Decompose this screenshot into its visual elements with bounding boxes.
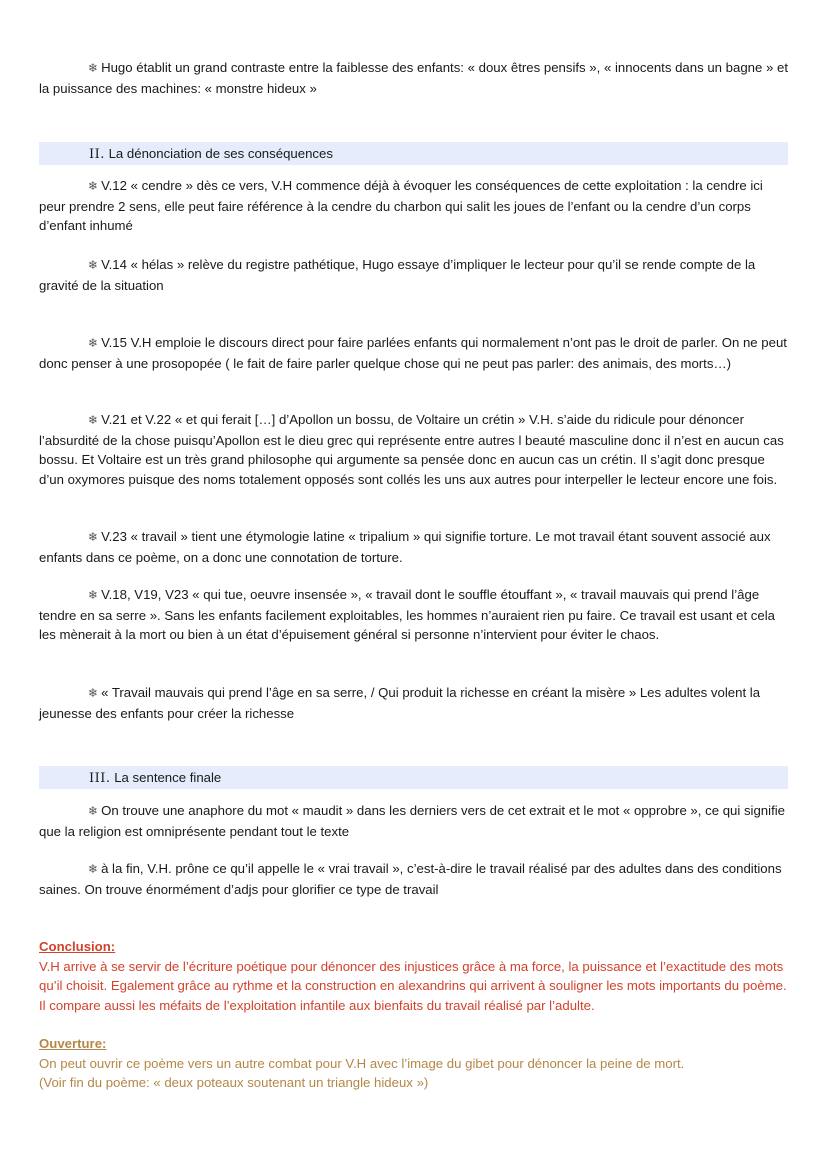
conclusion-title: Conclusion: xyxy=(39,939,116,954)
snowflake-bullet-icon: ❄ xyxy=(88,686,99,700)
paragraph-v15 xyxy=(39,333,789,373)
conclusion-block xyxy=(39,937,791,1015)
snowflake-bullet-icon: ❄ xyxy=(88,258,99,272)
section-title-text: La dénonciation de ses conséquences xyxy=(108,146,333,161)
paragraph-v21-v22 xyxy=(39,410,789,489)
paragraph-travail-mauvais xyxy=(39,683,789,723)
snowflake-bullet-icon: ❄ xyxy=(88,530,99,544)
snowflake-bullet-icon: ❄ xyxy=(88,179,99,193)
section-title xyxy=(89,145,333,164)
paragraph-v18-v19-v23 xyxy=(39,585,789,645)
ouverture-block xyxy=(39,1034,791,1093)
paragraph-text: V.15 V.H emploie le discours direct pour faire parlées enfants qui normalement n’ont pas le droit de parler. On ne peut donc penser à une prosopopée ( le fait de faire parler quelque chose qui ne peut pas parler: des animais, des morts…) xyxy=(39,335,787,371)
section-number: III. xyxy=(89,771,111,786)
paragraph-anaphore xyxy=(39,801,789,841)
section-number: II. xyxy=(89,147,105,162)
snowflake-bullet-icon: ❄ xyxy=(88,413,99,427)
paragraph-text: V.18, V19, V23 « qui tue, oeuvre insensée », « travail dont le souffle étouffant », « travail mauvais qui prend l’âge tendre en sa serre ». Sans les enfants facilement exploitables, les hommes n’auraient rien pu faire. Ce travail est usant et cela les mènerait à la mort ou bien à un état d’épuisement général si personne n’intervient pour éviter le chaos. xyxy=(39,587,775,643)
snowflake-bullet-icon: ❄ xyxy=(88,588,99,602)
snowflake-bullet-icon: ❄ xyxy=(88,61,99,75)
conclusion-text: V.H arrive à se servir de l’écriture poétique pour dénoncer des injustices grâce à ma force, la puissance et l’exactitude des mots qu’il choisit. Egalement grâce au rythme et la construction en alexandrins qui arrivent à souligner les mots importants du poème. Il compare aussi les méfaits de l’exploitation infantile aux bienfaits du travail réalisé par l’adulte. xyxy=(39,958,787,1013)
paragraph-text: V.12 « cendre » dès ce vers, V.H commence déjà à évoquer les conséquences de cette exploitation : la cendre ici peur prendre 2 sens, elle peut faire référence à la cendre du charbon qui salit les joues de l’enfant ou la cendre d’un corps d’enfant inhumé xyxy=(39,178,763,234)
ouverture-title: Ouverture: xyxy=(39,1036,107,1051)
paragraph-text: à la fin, V.H. prône ce qu’il appelle le « vrai travail », c’est-à-dire le travail réalisé par des adultes dans des conditions saines. On trouve énormément d’adjs pour glorifier ce type de travail xyxy=(39,861,782,897)
snowflake-bullet-icon: ❄ xyxy=(88,804,99,818)
paragraph-v14 xyxy=(39,255,789,295)
paragraph-text: « Travail mauvais qui prend l’âge en sa serre, / Qui produit la richesse en créant la misère » Les adultes volent la jeunesse des enfants pour créer la richesse xyxy=(39,685,761,721)
paragraph-text: V.23 « travail » tient une étymologie latine « tripalium » qui signifie torture. Le mot travail étant souvent associé aux enfants dans ce poème, on a donc une connotation de torture. xyxy=(39,529,771,565)
section-title-text: La sentence finale xyxy=(114,770,222,785)
paragraph-text: On trouve une anaphore du mot « maudit » dans les derniers vers de cet extrait et le mot « opprobre », ce qui signifie que la religion est omniprésente pendant tout le texte xyxy=(39,803,786,839)
ouverture-line-1: On peut ouvrir ce poème vers un autre combat pour V.H avec l’image du gibet pour dénoncer la peine de mort. xyxy=(39,1055,685,1071)
section-heading-2 xyxy=(39,142,788,165)
section-title xyxy=(89,769,221,788)
paragraph-vrai-travail xyxy=(39,859,789,899)
paragraph-text: V.21 et V.22 « et qui ferait […] d’Apollon un bossu, de Voltaire un crétin » V.H. s’aide du ridicule pour dénoncer l’absurdité de la chose puisqu’Apollon est le dieu grec qui représente entre autres l beauté masculine donc il n’est en aucun cas bossu. Et Voltaire est un très grand philosophe qui argumente sa pensée donc en aucun cas un crétin. Il s’agit donc presque d’un oxymores puisque des noms totalement opposés sont collés les uns aux autres pour interpeller le lecteur encore une fois. xyxy=(39,412,784,487)
snowflake-bullet-icon: ❄ xyxy=(88,336,99,350)
paragraph-v23 xyxy=(39,527,789,567)
section-heading-3 xyxy=(39,766,788,789)
paragraph-text: Hugo établit un grand contraste entre la faiblesse des enfants: « doux êtres pensifs », « innocents dans un bagne » et la puissance des machines: « monstre hideux » xyxy=(39,60,789,96)
snowflake-bullet-icon: ❄ xyxy=(88,862,99,876)
paragraph-text: V.14 « hélas » relève du registre pathétique, Hugo essaye d’impliquer le lecteur pour qu’il se rende compte de la gravité de la situation xyxy=(39,257,756,293)
paragraph-contrast xyxy=(39,58,789,98)
paragraph-v12 xyxy=(39,176,789,236)
ouverture-line-2: (Voir fin du poème: « deux poteaux soutenant un triangle hideux ») xyxy=(39,1075,429,1091)
